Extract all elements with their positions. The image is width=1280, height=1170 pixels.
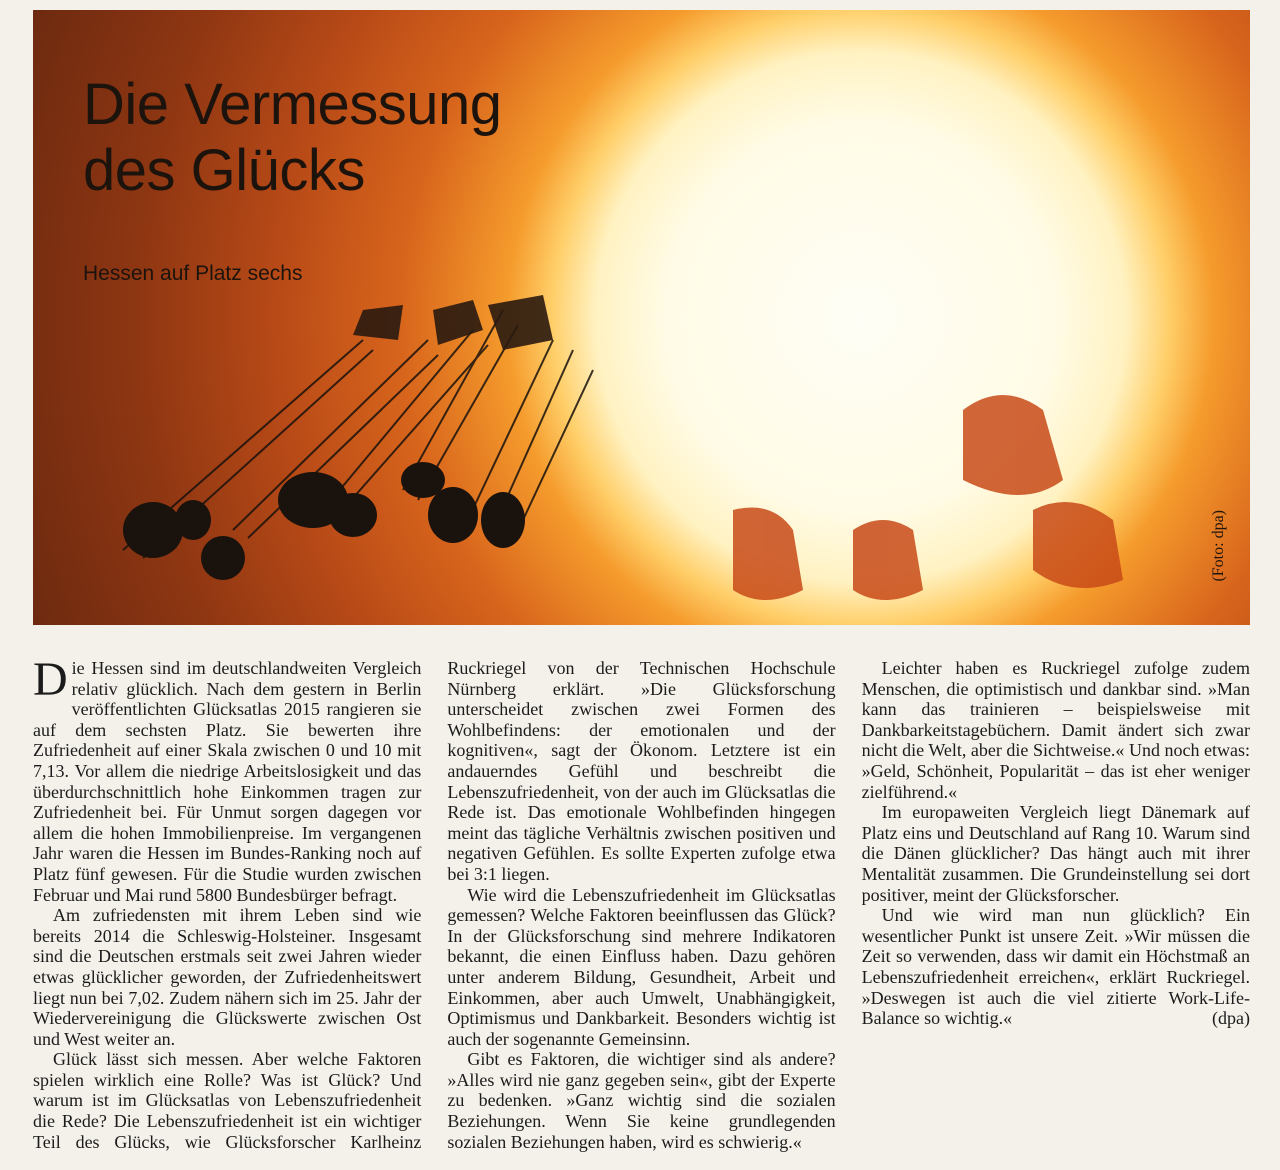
- article-body: [33, 653, 1250, 1163]
- paragraph-5: Gibt es Faktoren, die wichtiger sind als andere? »Alles wird nie ganz gegeben sein«, gibt der Experte zu bedenken. »Ganz wichtig sind die sozialen Beziehungen. Wenn Sie keine grundlegenden sozialen Beziehungen haben, wird es schwierig.«: [447, 1049, 836, 1152]
- paragraph-8: [862, 905, 1250, 1029]
- photo-credit: (Foto: dpa): [1210, 510, 1227, 582]
- paragraph-3: Glück lässt sich messen. Aber welche Faktoren spielen wirklich eine Rolle? Was ist Glück? Und warum ist im Glücksatlas von Lebenszufriedenheit die Rede? Die Lebenszufriedenheit ist ein wichtiger Teil des Glücks, wie Glücksforscher Karlheinz Ruckriegel von der Technischen Hochschule Nürnberg erklärt. »Die Glücksforschung unterscheidet zwischen zwei Formen des Wohlbefindens: der emotionalen und der kognitiven«, sagt der Ökonom. Letztere ist ein andauerndes Gefühl und beschreibt die Lebenszufriedenheit, von der auch im Glücksatlas die Rede ist. Das emotionale Wohlbefinden hingegen meint das tägliche Verhältnis zwischen positiven und negativen Gefühlen. Es sollte Experten zufolge etwa bei 3:1 liegen.: [33, 658, 836, 1152]
- paragraph-6: Leichter haben es Ruckriegel zufolge zudem Menschen, die optimistisch und dankbar sind. »Man kann das trainieren – beispielsweise mit Dankbarkeitstagebüchern. Damit ändert sich zwar nicht die Welt, aber die Sichtweise.« Und noch etwas: »Geld, Schönheit, Popularität – das ist eher weniger zielführend.«: [861, 658, 1250, 802]
- drop-cap: D: [33, 653, 68, 706]
- header-photo: [33, 10, 1250, 625]
- subheadline: Hessen auf Platz sechs: [83, 262, 303, 285]
- headline-line-2: des Glücks: [83, 138, 365, 203]
- paragraph-1: [33, 653, 422, 905]
- paragraph-7: Im europaweiten Vergleich liegt Dänemark auf Platz eins und Deutschland auf Rang 10. Warum sind die Dänen glücklicher? Das hängt auch mit ihrer Mentalität zusammen. Die Grundeinstellung sei dort positiver, meint der Glücksforscher.: [861, 802, 1250, 905]
- paragraph-8-text: Und wie wird man nun glücklich? Ein wesentlicher Punkt ist unsere Zeit. »Wir müssen die Zeit so verwenden, dass wir damit ein Höchstmaß an Lebenszufriedenheit erreichen«, erklärt Ruckriegel. »Deswegen ist auch die viel zitierte Work-Life-Balance so wichtig.«: [861, 905, 1250, 1029]
- paragraph-4: Wie wird die Lebenszufriedenheit im Glücksatlas gemessen? Welche Faktoren beeinflussen das Glück? In der Glücksforschung sind mehrere Indikatoren bekannt, die einen Einfluss haben. Dazu gehören unter anderem Bildung, Gesundheit, Arbeit und Einkommen, aber auch Umwelt, Unabhängigkeit, Optimismus und Dankbarkeit. Besonders wichtig ist auch der sogenannte Gemeinsinn.: [447, 884, 836, 1049]
- paragraph-1-text: ie Hessen sind im deutschlandweiten Vergleich relativ glücklich. Nach dem gestern in Berlin veröffentlichten Glücksatlas 2015 rangieren sie auf dem sechsten Platz. Sie bewerten ihre Zufriedenheit auf einer Skala zwischen 0 und 10 mit 7,13. Vor allem die niedrige Arbeitslosigkeit und das überdurchschnittlich hohe Einkommen tragen zur Zufriedenheit bei. Für Unmut sorgen dagegen vor allem die hohen Immobilienpreise. Im vergangenen Jahr waren die Hessen im Bundes-Ranking noch auf Platz fünf gewesen. Für die Studie wurden zwischen Februar und Mai rund 5800 Bundesbürger befragt.: [33, 658, 422, 905]
- headline-line-1: Die Vermessung: [83, 72, 502, 137]
- paragraph-2: Am zufriedensten mit ihrem Leben sind wie bereits 2014 die Schleswig-Holsteiner. Insgesamt sind die Deutschen erstmals seit zwei Jahren wieder etwas glücklicher geworden, der Zufriedenheitswert liegt nun bei 7,02. Zudem nähern sich im 25. Jahr der Wiedervereinigung die Glückswerte zwischen Ost und West weiter an.: [33, 905, 422, 1049]
- agency-signature: (dpa): [1212, 1008, 1250, 1029]
- headline: [83, 72, 502, 204]
